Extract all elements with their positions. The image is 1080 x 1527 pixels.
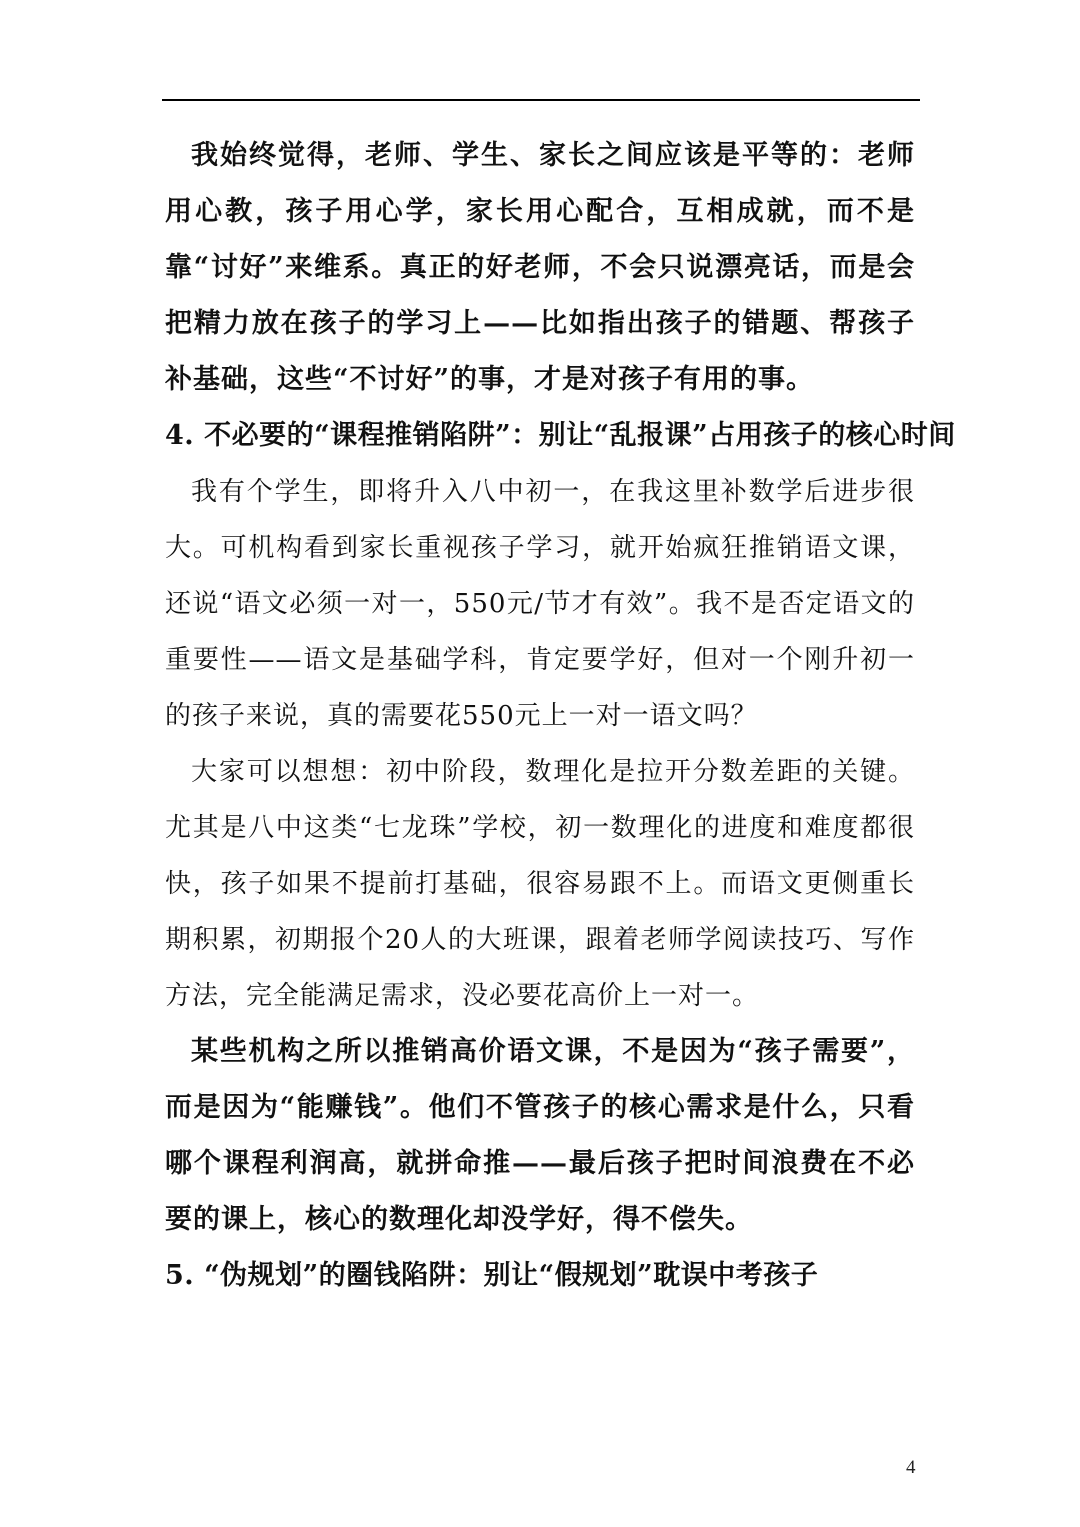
page-number: 4 xyxy=(906,1457,916,1478)
paragraph-math-science: 大家可以想想：初中阶段，数理化是拉开分数差距的关键。尤其是八中这类“七龙珠”学校，初一数理化的进度和难度都很快，孩子如果不提前打基础，很容易跟不上。而语文更侧重长期积累，初期报个20人的大班课，跟着老师学阅读技巧、写作方法，完全能满足需求，没必要花高价上一对一。 xyxy=(165,757,915,1011)
section-heading-5: 5. “伪规划”的圈钱陷阱：别让“假规划”耽误中考孩子 xyxy=(165,1260,819,1291)
header-rule xyxy=(162,99,920,101)
paragraph-equality: 我始终觉得，老师、学生、家长之间应该是平等的：老师用心教，孩子用心学，家长用心配合，互相成就，而不是靠“讨好”来维系。真正的好老师，不会只说漂亮话，而是会把精力放在孩子的学习上——比如指出孩子的错题、帮孩子补基础，这些“不讨好”的事，才是对孩子有用的事。 xyxy=(165,140,915,395)
section-heading-4: 4. 不必要的“课程推销陷阱”：别让“乱报课”占用孩子的核心时间 xyxy=(165,420,956,451)
document-body xyxy=(165,128,956,1304)
paragraph-student-story: 我有个学生，即将升入八中初一，在我这里补数学后进步很大。可机构看到家长重视孩子学习，就开始疯狂推销语文课，还说“语文必须一对一，550元/节才有效”。我不是否定语文的重要性——语文是基础学科，肯定要学好，但对一个刚升初一的孩子来说，真的需要花550元上一对一语文吗？ xyxy=(165,477,915,731)
paragraph-institutions: 某些机构之所以推销高价语文课，不是因为“孩子需要”，而是因为“能赚钱”。他们不管孩子的核心需求是什么，只看哪个课程利润高，就拼命推——最后孩子把时间浪费在不必要的课上，核心的数理化却没学好，得不偿失。 xyxy=(165,1036,915,1235)
